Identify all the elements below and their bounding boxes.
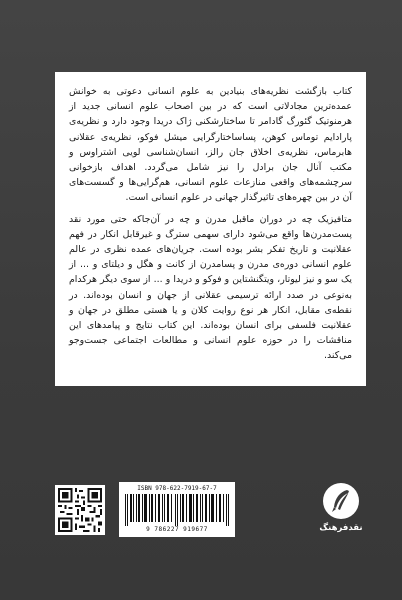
description-paragraph-2: متافیزیک چه در دوران ماقبل مدرن و چه در آن‌جاکه حتی مورد نقد پست‌مدرن‌ها واقع می‌شود دارای سهمی سترگ و غیرقابل انکار در فهم عقلانیت و تاریخ تفکر بشر بوده است. جریان‌های عمده نظری در عالم علوم انسانی دوره‌ی مدرن و پسامدرن از کانت و هگل و دیلتای و ... از یک سو و نیز لیوتار، ویتگنشتاین و فوکو و دریدا و ... از سوی دیگر هرکدام به‌نوعی در صدد ارائه ترسیمی عقلانی از جهان و انسان بوده‌اند. در نقطه‌ی مقابل، انکار هر نوع روایت کلان و یا هستی مطلق در جهان و عقلانیت فلسفی برای انسان بوده‌اند. این کتاب نتایج و پیامدهای این مناقشات را در حوزه علوم انسانی و مطالعات اجتماعی جست‌وجو می‌کند.: [69, 213, 352, 362]
publisher-logo: [316, 482, 366, 542]
cover-footer: [55, 482, 366, 544]
publisher-name: نقدفرهنگ: [319, 523, 363, 533]
barcode-bars: [123, 494, 231, 526]
description-panel: [55, 72, 366, 386]
isbn-label: ISBN 978-622-7919-67-7: [137, 485, 217, 492]
description-paragraph-1: کتاب بازگشت نظریه‌های بنیادین به علوم انسانی دعوتی به خوانش عمده‌ترین مجادلاتی است که در بین اصحاب علوم انسانی جدید از هرمنوتیک گئورگ گادامر تا ساختارشکنی ژاک دریدا وجود دارد و نظریه‌ی پارادایم توماس کوهن، پساساختارگرایی میشل فوکو، نظریه‌ی عقلانی هابرماس، نظریه‌ی اخلاق جان رالز، انسان‌شناسی لویی اشتراوس و مکتب آنال جان برادل را نیز شامل می‌گردد. اهداف بازخوانی سرچشمه‌های واقعی منازعات علوم انسانی، هم‌گرایی‌ها و گسست‌های آن در بین چهره‌های تاثیرگذار جهانی در علوم انسانی است.: [69, 86, 352, 204]
qr-code-icon: [55, 485, 105, 535]
isbn-barcode: [119, 482, 235, 537]
quill-pen-logo-icon: [322, 482, 360, 520]
ean-digits: 9 786227 919677: [146, 526, 208, 533]
